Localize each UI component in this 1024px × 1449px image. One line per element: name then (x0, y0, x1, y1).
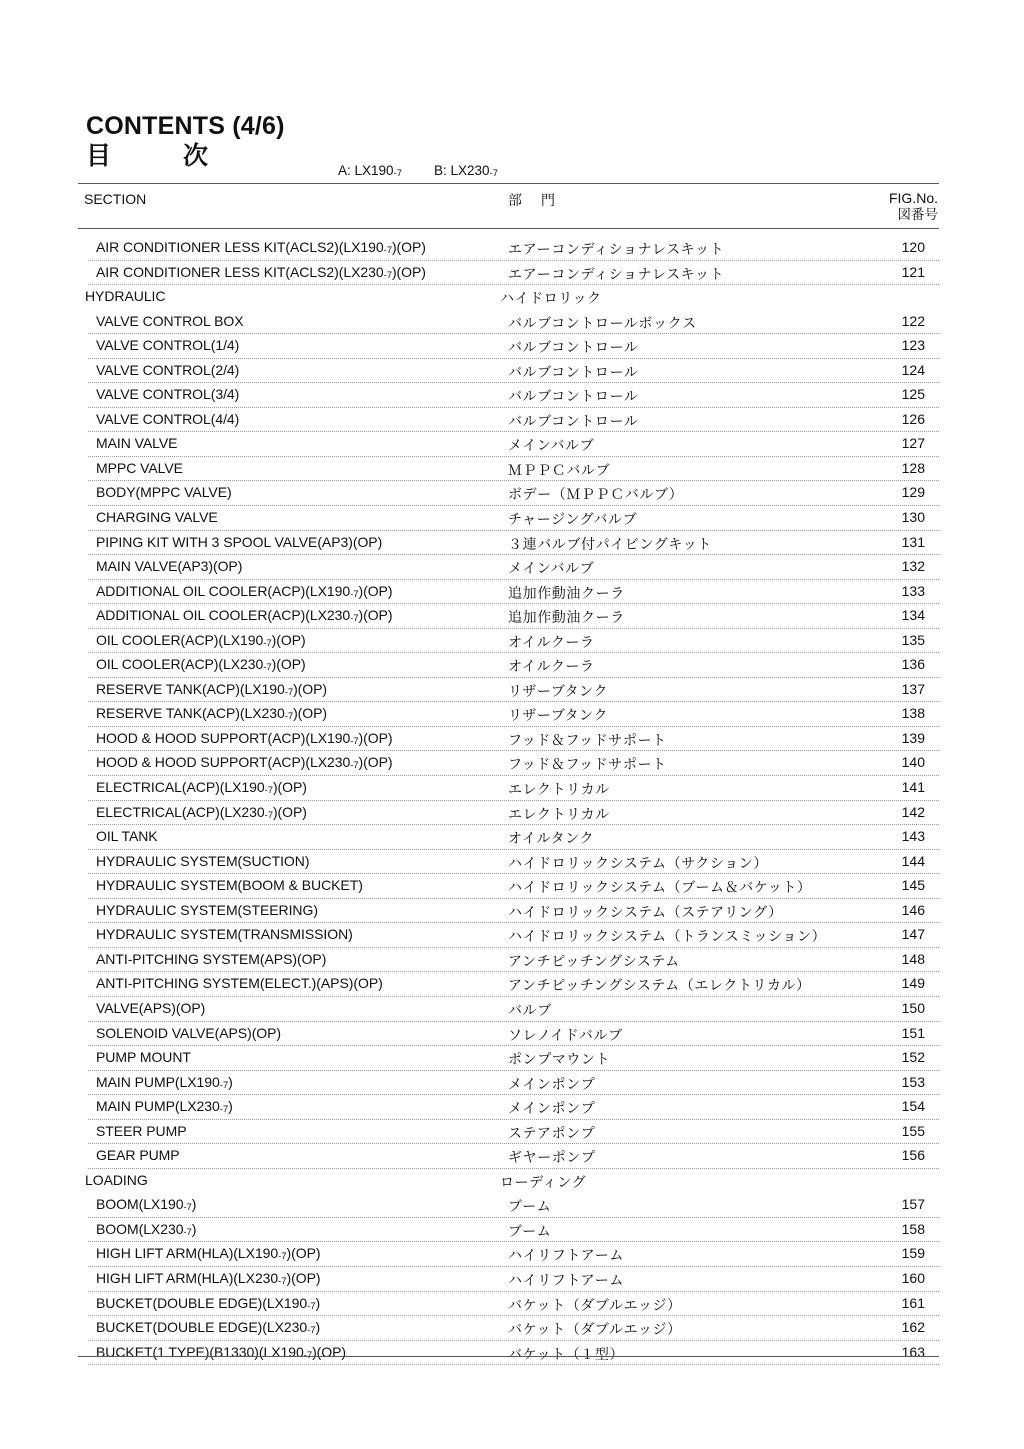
title-block (86, 112, 285, 171)
model-legend (338, 163, 498, 178)
row-fig-number: 145 (901, 877, 925, 894)
row-section-name: BUCKET(DOUBLE EDGE)(LX190-7) (96, 1294, 321, 1312)
row-section-name: ELECTRICAL(ACP)(LX230-7)(OP) (96, 803, 307, 821)
row-section-name: AIR CONDITIONER LESS KIT(ACLS2)(LX230-7)(OP) (96, 263, 426, 281)
row-section-name: SOLENOID VALVE(APS)(OP) (96, 1024, 282, 1041)
table-row (78, 825, 939, 850)
table-row (78, 972, 939, 997)
row-fig-number: 155 (901, 1122, 925, 1139)
row-fig-number: 132 (901, 558, 925, 575)
model-suffix: -7 (219, 1104, 229, 1116)
row-fig-number: 160 (901, 1269, 925, 1286)
row-fig-number: 153 (901, 1073, 925, 1090)
table-row (78, 1267, 939, 1292)
row-fig-number: 147 (901, 926, 925, 943)
row-section-name: HIGH LIFT ARM(HLA)(LX230-7)(OP) (96, 1269, 321, 1287)
model-legend-b: B: LX230 (434, 163, 490, 178)
table-row (78, 1242, 939, 1267)
row-section-name: HYDRAULIC SYSTEM(SUCTION) (96, 852, 310, 869)
model-suffix: -7 (284, 711, 294, 723)
row-section-name: OIL COOLER(ACP)(LX190-7)(OP) (96, 631, 306, 649)
title-jp-char-1: 目 (86, 141, 112, 170)
table-row (78, 1046, 939, 1071)
model-suffix: -7 (383, 245, 392, 256)
row-fig-number: 144 (901, 852, 925, 869)
model-suffix: -7 (307, 1325, 316, 1337)
row-section-name-japanese: ハイリフトアーム (508, 1248, 624, 1265)
row-fig-number: 127 (901, 435, 925, 452)
table-row (78, 751, 939, 776)
row-fig-number: 129 (901, 484, 925, 501)
row-section-name-japanese: ブーム (508, 1223, 552, 1240)
row-section-name-japanese: フッド＆フッドサポート (508, 757, 667, 774)
row-fig-number: 133 (901, 582, 925, 599)
row-fig-number: 135 (901, 631, 925, 648)
row-section-name-japanese: バルブコントロール (508, 364, 639, 381)
row-section-name: HOOD & HOOD SUPPORT(ACP)(LX230-7)(OP) (96, 754, 393, 772)
column-header-fig-jp: 図番号 (897, 207, 938, 223)
model-suffix: -7 (264, 785, 273, 797)
row-section-name: VALVE CONTROL(2/4) (96, 361, 240, 378)
row-section-name: HYDRAULIC SYSTEM(TRANSMISSION) (96, 926, 353, 943)
table-row (78, 727, 939, 752)
row-section-name: MAIN VALVE (96, 435, 178, 452)
row-section-name-japanese: バケット（１型） (508, 1346, 625, 1363)
row-section-name: ANTI-PITCHING SYSTEM(ELECT.)(APS)(OP) (96, 975, 383, 992)
row-section-name-japanese: ＭＰＰＣバルブ (508, 462, 611, 479)
row-section-name-japanese: エレクトリカル (508, 782, 610, 799)
row-fig-number: 139 (901, 729, 925, 746)
row-section-name-japanese: ハイドロリックシステム（トランスミッション） (508, 929, 827, 946)
table-row (78, 702, 939, 727)
row-section-name-japanese: リザーブタンク (508, 708, 608, 725)
table-row (78, 1341, 939, 1366)
row-section-name: PIPING KIT WITH 3 SPOOL VALVE(AP3)(OP) (96, 533, 383, 550)
table-row (78, 432, 939, 457)
row-section-name: RESERVE TANK(ACP)(LX230-7)(OP) (96, 705, 328, 723)
row-section-name-japanese: チャージングバルブ (508, 512, 638, 529)
row-section-name-japanese: ハイドロリックシステム（ステアリング） (508, 904, 783, 921)
row-section-name-japanese: バルブコントロール (508, 340, 639, 357)
row-section-name: ADDITIONAL OIL COOLER(ACP)(LX230-7)(OP) (96, 607, 393, 625)
table-row (78, 653, 939, 678)
page-title: CONTENTS (4/6) (86, 112, 285, 140)
row-fig-number: 126 (901, 410, 925, 427)
row-section-name-japanese: ３連バルブ付パイビングキット (508, 536, 712, 553)
row-fig-number: 130 (901, 509, 925, 526)
table-row (78, 801, 939, 826)
model-suffix: -7 (183, 1202, 192, 1214)
model-suffix: -7 (278, 1275, 287, 1287)
header-rule-bottom (78, 228, 939, 229)
row-section-name: PUMP MOUNT (96, 1049, 191, 1066)
row-fig-number: 121 (901, 263, 925, 280)
model-suffix: -7 (219, 1079, 229, 1091)
table-row (78, 555, 939, 580)
row-section-name-japanese: バルブコントロールボックス (508, 315, 697, 332)
row-fig-number: 120 (901, 239, 925, 255)
row-fig-number: 125 (901, 386, 925, 403)
table-row (78, 604, 939, 629)
row-section-name-japanese: オイルタンク (508, 831, 595, 848)
row-section-name: OIL TANK (96, 828, 158, 845)
model-suffix: -7 (263, 662, 272, 674)
table-row (78, 236, 939, 261)
table-row (78, 997, 939, 1022)
table-row (78, 408, 939, 433)
row-section-name-japanese: ステアポンプ (508, 1125, 596, 1142)
row-section-name-japanese: オイルクーラ (508, 634, 595, 651)
table-row (78, 1120, 939, 1145)
table-row (78, 629, 939, 654)
row-fig-number: 131 (901, 533, 925, 550)
row-section-name-japanese: ソレノイドバルブ (508, 1027, 623, 1044)
row-section-name-japanese: エアーコンディショナレスキット (508, 266, 725, 283)
title-jp-char-2: 次 (183, 141, 209, 170)
row-section-name: VALVE CONTROL(1/4) (96, 337, 240, 354)
row-fig-number: 158 (901, 1220, 925, 1237)
row-section-name-japanese: ハイリフトアーム (508, 1272, 624, 1289)
row-section-name-japanese: 追加作動油クーラ (508, 585, 625, 602)
table-row (78, 334, 939, 359)
model-suffix: -7 (264, 809, 273, 821)
table-row (78, 531, 939, 556)
row-section-name-japanese: バルブコントロール (508, 389, 639, 406)
row-section-name: HYDRAULIC SYSTEM(BOOM & BUCKET) (96, 877, 363, 894)
row-fig-number: 142 (901, 803, 925, 820)
row-fig-number: 136 (901, 656, 925, 673)
row-fig-number: 134 (901, 607, 925, 624)
column-header-fig-no (868, 190, 938, 224)
column-header-fig-en: FIG.No. (888, 190, 938, 206)
row-fig-number: 122 (901, 312, 925, 329)
row-section-name-japanese: メインポンプ (508, 1076, 596, 1093)
row-fig-number: 151 (901, 1024, 925, 1041)
row-fig-number: 163 (901, 1343, 925, 1360)
row-section-name: HYDRAULIC (85, 288, 166, 305)
row-section-name: BOOM(LX190-7) (96, 1196, 197, 1214)
row-fig-number: 150 (901, 999, 925, 1016)
row-section-name-japanese: アンチピッチングシステム（エレクトリカル） (508, 978, 811, 995)
row-fig-number: 140 (901, 754, 925, 771)
table-row (78, 359, 939, 384)
row-fig-number: 157 (901, 1196, 925, 1213)
row-section-name-japanese: バケット（ダブルエッジ） (508, 1297, 682, 1314)
table-row (78, 948, 939, 973)
table-row (78, 310, 939, 335)
row-section-name: BUCKET(DOUBLE EDGE)(LX230-7) (96, 1319, 321, 1337)
contents-table (78, 236, 939, 1365)
row-section-name-japanese: バケット（ダブルエッジ） (508, 1322, 682, 1339)
page-title-japanese (86, 141, 285, 171)
row-section-name-japanese: ブーム (508, 1199, 552, 1216)
row-section-name: ANTI-PITCHING SYSTEM(APS)(OP) (96, 950, 327, 967)
row-section-name-japanese: ハイドロリックシステム（ブーム＆バケット） (508, 880, 812, 897)
table-row (78, 776, 939, 801)
row-section-name: OIL COOLER(ACP)(LX230-7)(OP) (96, 656, 306, 674)
table-row (78, 580, 939, 605)
model-suffix: -7 (350, 735, 359, 747)
section-header-row (78, 1169, 939, 1194)
model-suffix: -7 (284, 686, 294, 698)
row-section-name-japanese: ポンプマウント (508, 1052, 611, 1069)
row-section-name: MAIN PUMP(LX190-7) (96, 1073, 233, 1091)
row-section-name: BUCKET(1 TYPE)(B1330)(LX190-7)(OP) (96, 1343, 347, 1361)
row-fig-number: 138 (901, 705, 925, 722)
row-section-name: AIR CONDITIONER LESS KIT(ACLS2)(LX190-7)(OP) (96, 239, 426, 256)
table-row (78, 874, 939, 899)
row-fig-number: 152 (901, 1049, 925, 1066)
row-section-name-japanese: アンチピッチングシステム (508, 953, 680, 970)
table-row (78, 1022, 939, 1047)
model-suffix: -7 (263, 637, 272, 649)
row-fig-number: 154 (901, 1098, 925, 1115)
row-fig-number: 123 (901, 337, 925, 354)
row-section-name: RESERVE TANK(ACP)(LX190-7)(OP) (96, 680, 328, 698)
row-section-name-japanese: ハイドロリックシステム（サクション） (508, 855, 768, 872)
row-section-name-japanese: ハイドロリック (500, 291, 602, 308)
row-section-name: HIGH LIFT ARM(HLA)(LX190-7)(OP) (96, 1245, 321, 1263)
row-section-name: VALVE(APS)(OP) (96, 999, 206, 1016)
row-section-name: HOOD & HOOD SUPPORT(ACP)(LX190-7)(OP) (96, 729, 393, 747)
section-header-row (78, 285, 939, 310)
row-section-name: MPPC VALVE (96, 459, 183, 476)
row-section-name: VALVE CONTROL BOX (96, 312, 244, 329)
row-fig-number: 159 (901, 1245, 925, 1262)
table-row (78, 678, 939, 703)
table-row (78, 1193, 939, 1218)
table-row (78, 1292, 939, 1317)
row-section-name-japanese: メインバルブ (508, 561, 595, 578)
row-section-name: MAIN VALVE(AP3)(OP) (96, 558, 243, 575)
model-suffix: -7 (350, 588, 359, 600)
row-fig-number: 162 (901, 1319, 925, 1336)
row-section-name: HYDRAULIC SYSTEM(STEERING) (96, 901, 318, 918)
model-suffix: -7 (350, 613, 359, 625)
row-section-name: VALVE CONTROL(3/4) (96, 386, 240, 403)
row-section-name: LOADING (85, 1171, 148, 1188)
table-row (78, 481, 939, 506)
row-section-name-japanese: ローディング (500, 1174, 587, 1191)
table-row (78, 850, 939, 875)
table-row (78, 383, 939, 408)
model-suffix: -7 (183, 1226, 192, 1238)
row-fig-number: 128 (901, 459, 925, 476)
header-rule-top (78, 183, 939, 184)
model-suffix: -7 (307, 1300, 316, 1312)
row-section-name-japanese: エレクトリカル (508, 806, 610, 823)
model-legend-b-suffix: -7 (489, 168, 498, 179)
row-fig-number: 161 (901, 1294, 925, 1311)
model-legend-a-suffix: -7 (393, 168, 402, 179)
table-row (78, 899, 939, 924)
row-section-name: ELECTRICAL(ACP)(LX190-7)(OP) (96, 779, 307, 797)
row-section-name-japanese: エアーコンディショナレスキット (508, 242, 725, 258)
model-suffix: -7 (350, 760, 359, 772)
table-row (78, 506, 939, 531)
table-row (78, 457, 939, 482)
model-suffix: -7 (303, 1349, 313, 1361)
row-section-name-japanese: メインポンプ (508, 1101, 596, 1118)
row-fig-number: 149 (901, 975, 925, 992)
footer-rule (78, 1356, 939, 1357)
row-section-name-japanese: フッド＆フッドサポート (508, 732, 667, 749)
model-suffix: -7 (383, 269, 392, 281)
row-section-name-japanese: メインバルブ (508, 438, 595, 455)
table-row (78, 261, 939, 286)
row-section-name-japanese: バルブコントロール (508, 413, 639, 430)
row-section-name-japanese: ボデー（ＭＰＰＣバルブ） (508, 487, 684, 504)
row-fig-number: 143 (901, 828, 925, 845)
table-row (78, 1071, 939, 1096)
row-fig-number: 141 (901, 779, 925, 796)
row-fig-number: 146 (901, 901, 925, 918)
row-fig-number: 137 (901, 680, 925, 697)
table-row (78, 1316, 939, 1341)
row-section-name: STEER PUMP (96, 1122, 187, 1139)
row-section-name: BODY(MPPC VALVE) (96, 484, 232, 501)
column-header-bumon-char-2: 門 (541, 193, 556, 209)
row-section-name: ADDITIONAL OIL COOLER(ACP)(LX190-7)(OP) (96, 582, 393, 600)
row-section-name: BOOM(LX230-7) (96, 1220, 197, 1238)
row-section-name: CHARGING VALVE (96, 509, 218, 526)
table-row (78, 1218, 939, 1243)
row-section-name-japanese: リザーブタンク (508, 683, 608, 700)
row-section-name-japanese: 追加作動油クーラ (508, 610, 625, 627)
table-row (78, 923, 939, 948)
row-section-name: GEAR PUMP (96, 1147, 180, 1164)
row-fig-number: 156 (901, 1147, 925, 1164)
table-row (78, 1144, 939, 1169)
row-section-name-japanese: ギヤーポンプ (508, 1150, 596, 1167)
column-header-section: SECTION (84, 191, 147, 207)
table-row (78, 1095, 939, 1120)
row-fig-number: 124 (901, 361, 925, 378)
row-section-name-japanese: バルブ (508, 1002, 552, 1019)
model-legend-a: A: LX190 (338, 163, 394, 178)
column-header-bumon-char-1: 部 (508, 193, 523, 209)
column-header-bumon (508, 190, 556, 210)
model-suffix: -7 (278, 1251, 287, 1263)
row-section-name: MAIN PUMP(LX230-7) (96, 1098, 233, 1116)
row-leader-dots (88, 1364, 939, 1365)
row-section-name-japanese: オイルクーラ (508, 659, 595, 676)
row-section-name: VALVE CONTROL(4/4) (96, 410, 240, 427)
row-fig-number: 148 (901, 950, 925, 967)
